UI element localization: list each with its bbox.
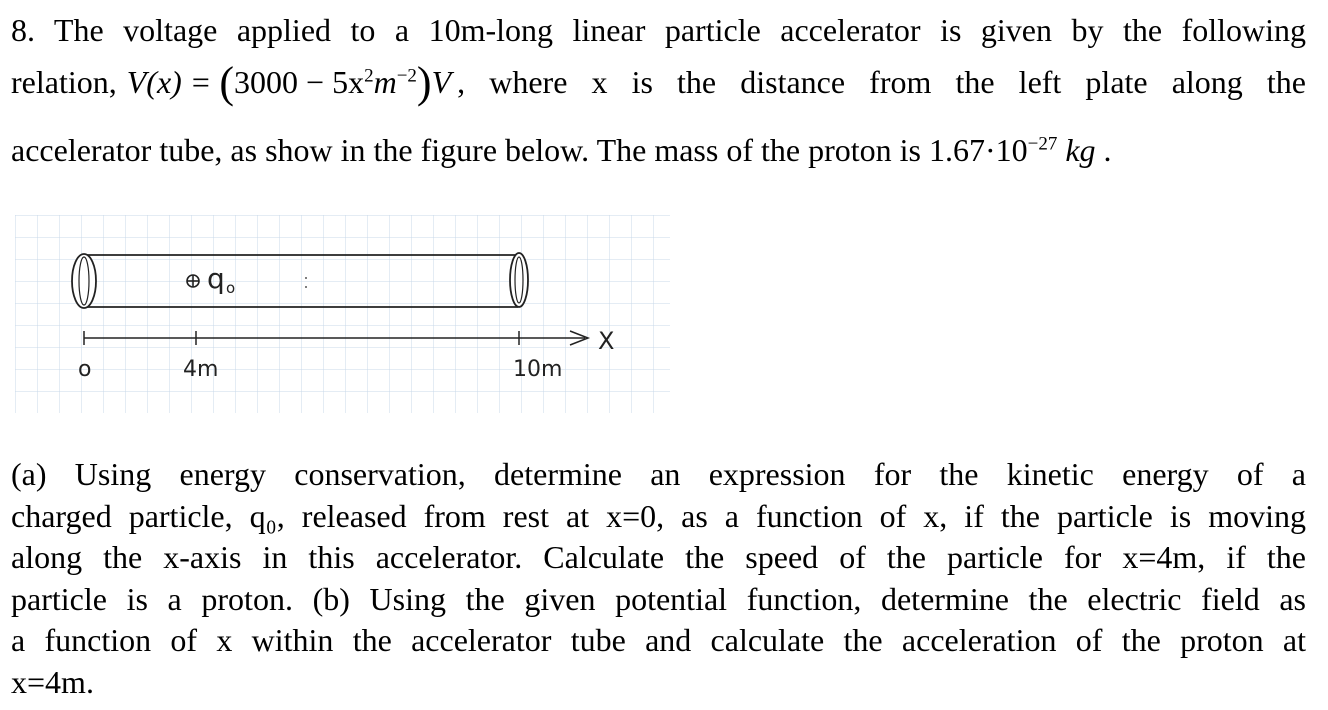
formula-exp-x: 2: [364, 65, 374, 87]
problem-line-2: [11, 58, 1306, 107]
voltage-formula: [126, 58, 452, 107]
right-plate: [510, 253, 528, 307]
line2-post: , where x is the distance from the left plate along the: [457, 64, 1306, 100]
problem-line-3: [11, 131, 1306, 169]
line3-exponent: −27: [1027, 133, 1058, 155]
line3-unit: kg: [1065, 132, 1096, 168]
formula-exp-m: −2: [396, 65, 417, 87]
formula-const: 3000 − 5x: [234, 64, 365, 100]
grid-paper: [15, 215, 670, 413]
question-row: (a) Using energy conservation, determine an expression for the kinetic energy of a: [11, 456, 1306, 492]
axis-label: X: [598, 327, 615, 355]
accelerator-figure: [0, 205, 680, 420]
problem-line1-text: The voltage applied to a 10m-long linear particle accelerator is given by the following: [53, 12, 1307, 48]
question-paragraph: [11, 454, 1306, 703]
charge-symbol-icon: [187, 275, 199, 287]
formula-paren-open: (: [219, 58, 235, 107]
question-row: along the x-axis in this accelerator. Calculate the speed of the particle for x=4m, if the: [11, 539, 1306, 575]
problem-number: 8.: [11, 12, 35, 48]
line3-end: .: [1103, 132, 1112, 168]
formula-paren-close: ): [416, 58, 432, 107]
line3-pre: accelerator tube, as show in the figure below. The mass of the proton is 1.67·10: [11, 132, 1028, 168]
problem-line-1: [11, 11, 1306, 49]
question-row: a function of x within the accelerator tube and calculate the acceleration of the proton at: [11, 622, 1306, 658]
formula-m: m: [373, 64, 397, 100]
left-plate: [72, 254, 96, 308]
charge-label: q: [207, 262, 225, 295]
tick-label-zero: o: [78, 357, 92, 382]
question-row: charged particle, q₀, released from rest at x=0, as a function of x, if the particle is moving: [11, 497, 1306, 534]
question-row: x=4m.: [11, 663, 94, 700]
line2-pre: relation,: [11, 64, 117, 100]
formula-lhs: V(x) =: [126, 64, 212, 100]
question-row: particle is a proton. (b) Using the given potential function, determine the electric field as: [11, 580, 1306, 617]
tick-label-10m: 10m: [513, 357, 563, 382]
formula-unit: V: [431, 64, 452, 100]
tick-label-4m: 4m: [183, 357, 219, 382]
charge-subscript: o: [226, 279, 236, 297]
